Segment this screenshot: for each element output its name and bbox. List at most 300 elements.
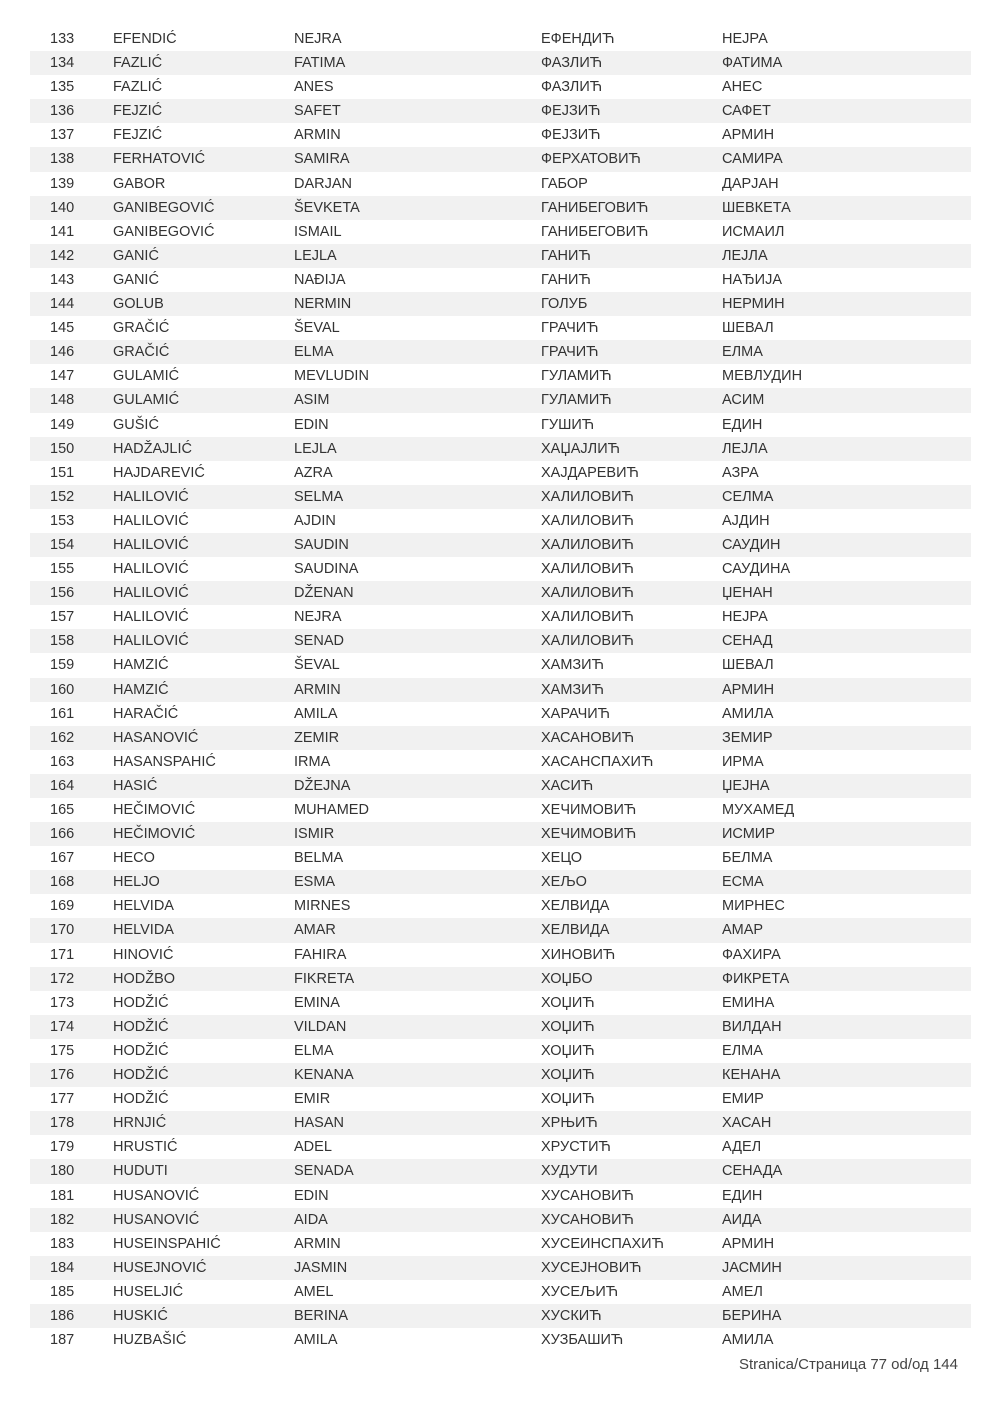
first-name-cyrillic: АЈДИН [722,512,770,529]
name-table [30,27,971,1352]
table-row [30,1328,971,1352]
row-number: 156 [50,585,75,602]
surname-latin: HALILOVIĆ [113,585,189,602]
row-number: 182 [50,1211,75,1228]
surname-latin: HRUSTIĆ [113,1139,178,1156]
surname-cyrillic: ХАЛИЛОВИЋ [541,512,634,529]
row-number: 137 [50,127,75,144]
row-number: 136 [50,103,75,120]
surname-cyrillic: ХОЏИЋ [541,1018,595,1035]
first-name-latin: AZRA [294,464,333,481]
first-name-cyrillic: СЕНАД [722,633,773,650]
first-name-latin: AMAR [294,922,336,939]
surname-cyrillic: ХАСИЋ [541,777,594,794]
surname-latin: HODŽIĆ [113,1091,169,1108]
surname-cyrillic: ХАМЗИЋ [541,681,604,698]
first-name-cyrillic: НЕРМИН [722,296,785,313]
first-name-latin: ANES [294,79,334,96]
surname-cyrillic: ХУСАНОВИЋ [541,1211,634,1228]
table-row [30,870,971,894]
first-name-latin: AMEL [294,1283,334,1300]
row-number: 168 [50,874,75,891]
first-name-cyrillic: ЕМИР [722,1091,764,1108]
surname-latin: GANIBEGOVIĆ [113,223,215,240]
table-row [30,388,971,412]
first-name-latin: ZEMIR [294,729,340,746]
row-number: 163 [50,753,75,770]
surname-latin: GANIĆ [113,247,159,264]
first-name-latin: NEJRA [294,609,342,626]
first-name-latin: VILDAN [294,1018,347,1035]
first-name-cyrillic: КЕНАНА [722,1067,781,1084]
surname-cyrillic: ХУСАНОВИЋ [541,1187,634,1204]
first-name-latin: SELMA [294,488,344,505]
surname-latin: HAMZIĆ [113,657,169,674]
first-name-cyrillic: ФИКРЕТА [722,970,790,987]
row-number: 176 [50,1067,75,1084]
table-row [30,991,971,1015]
table-row [30,798,971,822]
first-name-cyrillic: АИДА [722,1211,762,1228]
table-row [30,99,971,123]
table-row [30,702,971,726]
row-number: 186 [50,1307,75,1324]
row-number: 185 [50,1283,75,1300]
surname-cyrillic: ХАЛИЛОВИЋ [541,561,634,578]
first-name-cyrillic: ЛЕЈЛА [722,440,768,457]
first-name-cyrillic: САМИРА [722,151,783,168]
first-name-cyrillic: ФАТИМА [722,55,783,72]
surname-latin: GANIBEGOVIĆ [113,199,215,216]
surname-latin: HUSEINSPAHIĆ [113,1235,221,1252]
row-number: 162 [50,729,75,746]
row-number: 142 [50,247,75,264]
row-number: 171 [50,946,75,963]
first-name-latin: FATIMA [294,55,346,72]
surname-latin: HALILOVIĆ [113,512,189,529]
row-number: 166 [50,826,75,843]
surname-latin: FERHATOVIĆ [113,151,206,168]
surname-cyrillic: ХЕЛВИДА [541,922,610,939]
table-row [30,1039,971,1063]
first-name-latin: MEVLUDIN [294,368,369,385]
row-number: 181 [50,1187,75,1204]
table-row [30,292,971,316]
row-number: 170 [50,922,75,939]
first-name-latin: SENADA [294,1163,354,1180]
first-name-latin: SAUDINA [294,561,359,578]
first-name-latin: EDIN [294,1187,329,1204]
row-number: 148 [50,392,75,409]
surname-latin: HALILOVIĆ [113,633,189,650]
surname-cyrillic: ХУСЕЉИЋ [541,1283,619,1300]
table-row [30,629,971,653]
table-row [30,1063,971,1087]
first-name-cyrillic: АМЕЛ [722,1283,763,1300]
first-name-cyrillic: ХАСАН [722,1115,772,1132]
first-name-cyrillic: АНЕС [722,79,763,96]
first-name-latin: JASMIN [294,1259,348,1276]
surname-cyrillic: ХАЛИЛОВИЋ [541,609,634,626]
table-row [30,413,971,437]
first-name-cyrillic: НЕЈРА [722,31,768,47]
surname-latin: HODŽBO [113,970,176,987]
surname-cyrillic: ХАЛИЛОВИЋ [541,488,634,505]
surname-cyrillic: ХИНОВИЋ [541,946,616,963]
table-row [30,1159,971,1183]
table-row [30,750,971,774]
first-name-latin: ASIM [294,392,330,409]
row-number: 141 [50,223,75,240]
surname-latin: FEJZIĆ [113,103,163,120]
row-number: 184 [50,1259,75,1276]
surname-cyrillic: ХОЏИЋ [541,1067,595,1084]
row-number: 173 [50,994,75,1011]
surname-latin: HALILOVIĆ [113,488,189,505]
first-name-cyrillic: ЕЛМА [722,344,763,361]
surname-latin: EFENDIĆ [113,31,177,47]
first-name-latin: FIKRETA [294,970,355,987]
surname-cyrillic: ФЕРХАТОВИЋ [541,151,641,168]
table-row [30,774,971,798]
surname-latin: FEJZIĆ [113,127,163,144]
table-row [30,1232,971,1256]
row-number: 175 [50,1042,75,1059]
table-row [30,1184,971,1208]
row-number: 178 [50,1115,75,1132]
first-name-latin: ELMA [294,1042,334,1059]
first-name-cyrillic: ЕДИН [722,416,763,433]
row-number: 158 [50,633,75,650]
surname-cyrillic: ХАЈДАРЕВИЋ [541,464,639,481]
surname-cyrillic: ХЕЛВИДА [541,898,610,915]
table-row [30,75,971,99]
first-name-latin: ISMIR [294,826,335,843]
row-number: 145 [50,320,75,337]
row-number: 144 [50,296,75,313]
table-row [30,678,971,702]
surname-cyrillic: ФЕЈЗИЋ [541,103,601,120]
table-row [30,340,971,364]
surname-latin: HINOVIĆ [113,946,174,963]
table-row [30,244,971,268]
table-row [30,1256,971,1280]
row-number: 187 [50,1332,75,1349]
first-name-latin: BELMA [294,850,344,867]
surname-cyrillic: ФЕЈЗИЋ [541,127,601,144]
first-name-latin: ŠEVKETA [294,199,360,216]
first-name-cyrillic: АМИЛА [722,705,774,722]
row-number: 150 [50,440,75,457]
first-name-latin: LEJLA [294,440,337,457]
surname-latin: HALILOVIĆ [113,609,189,626]
row-number: 180 [50,1163,75,1180]
table-row [30,581,971,605]
surname-latin: HASANOVIĆ [113,729,199,746]
table-row [30,894,971,918]
surname-cyrillic: ХОЏИЋ [541,1042,595,1059]
surname-cyrillic: ХЕЧИМОВИЋ [541,802,637,818]
page-number: Stranica/Страница 77 od/од 144 [738,1356,958,1373]
first-name-cyrillic: ЈАСМИН [722,1259,782,1276]
surname-latin: HUSELJIĆ [113,1283,184,1300]
surname-latin: HASIĆ [113,777,158,794]
first-name-cyrillic: АДЕЛ [722,1139,762,1156]
surname-latin: HAJDAREVIĆ [113,464,205,481]
table-row [30,220,971,244]
table-row [30,605,971,629]
table-row [30,1304,971,1328]
row-number: 169 [50,898,75,915]
surname-latin: HODŽIĆ [113,1067,169,1084]
first-name-latin: LEJLA [294,247,337,264]
row-number: 165 [50,802,75,818]
table-row [30,147,971,171]
surname-latin: HALILOVIĆ [113,561,189,578]
surname-latin: HUSANOVIĆ [113,1211,200,1228]
first-name-latin: KENANA [294,1067,354,1084]
first-name-cyrillic: ЕМИНА [722,994,775,1011]
table-row [30,485,971,509]
first-name-latin: DARJAN [294,175,353,192]
surname-latin: GOLUB [113,296,164,313]
first-name-latin: EMIR [294,1091,331,1108]
first-name-cyrillic: САУДИНА [722,561,791,578]
row-number: 140 [50,199,75,216]
surname-cyrillic: ХУСЕИНСПАХИЋ [541,1235,664,1252]
first-name-latin: ARMIN [294,681,341,698]
surname-cyrillic: ГРАЧИЋ [541,320,599,337]
row-number: 172 [50,970,75,987]
surname-cyrillic: ХУСКИЋ [541,1307,602,1324]
first-name-latin: ARMIN [294,127,341,144]
first-name-latin: ARMIN [294,1235,341,1252]
surname-cyrillic: ХОЏБО [541,970,593,987]
row-number: 157 [50,609,75,626]
surname-latin: HODŽIĆ [113,1042,169,1059]
row-number: 138 [50,151,75,168]
table-row [30,27,971,51]
first-name-cyrillic: АМАР [722,922,764,939]
first-name-cyrillic: ИСМАИЛ [722,223,785,240]
first-name-cyrillic: МЕВЛУДИН [722,368,803,385]
surname-cyrillic: ГУЛАМИЋ [541,368,612,385]
surname-latin: HECO [113,850,155,867]
first-name-latin: SAMIRA [294,151,350,168]
first-name-latin: EMINA [294,994,340,1011]
first-name-cyrillic: ВИЛДАН [722,1018,782,1035]
row-number: 133 [50,31,75,47]
first-name-latin: ELMA [294,344,334,361]
first-name-latin: AJDIN [294,512,336,529]
surname-cyrillic: ГУШИЋ [541,416,595,433]
table-row [30,557,971,581]
table-row [30,967,971,991]
first-name-cyrillic: САУДИН [722,536,781,553]
table-row [30,846,971,870]
first-name-cyrillic: АМИЛА [722,1332,774,1349]
row-number: 149 [50,416,75,433]
row-number: 174 [50,1018,75,1035]
surname-cyrillic: ХОЏИЋ [541,1091,595,1108]
first-name-latin: SAUDIN [294,536,349,553]
surname-cyrillic: ХАСАНОВИЋ [541,729,635,746]
table-row [30,268,971,292]
first-name-latin: IRMA [294,753,331,770]
surname-latin: HALILOVIĆ [113,536,189,553]
surname-latin: HEČIMOVIĆ [113,802,196,818]
surname-latin: HUDUTI [113,1163,168,1180]
table-row [30,51,971,75]
surname-cyrillic: ХОЏИЋ [541,994,595,1011]
table-row [30,726,971,750]
first-name-cyrillic: ЏЕЈНА [722,777,770,794]
surname-latin: HUSEJNOVIĆ [113,1259,207,1276]
first-name-cyrillic: МУХАМЕД [722,802,795,818]
first-name-cyrillic: ШЕВАЛ [722,657,774,674]
table-row [30,123,971,147]
first-name-cyrillic: ИРМА [722,753,764,770]
surname-cyrillic: ЕФЕНДИЋ [541,31,615,47]
first-name-cyrillic: ЕЛМА [722,1042,763,1059]
first-name-cyrillic: ЕСМА [722,874,764,891]
table-row [30,1111,971,1135]
first-name-latin: ISMAIL [294,223,342,240]
table-row [30,1015,971,1039]
first-name-cyrillic: ЕДИН [722,1187,763,1204]
surname-latin: HODŽIĆ [113,994,169,1011]
surname-cyrillic: ХЕЉО [541,874,587,891]
row-number: 146 [50,344,75,361]
surname-cyrillic: ХАЏАЈЛИЋ [541,440,621,457]
row-number: 134 [50,55,75,72]
surname-cyrillic: ХУЗБАШИЋ [541,1332,624,1349]
first-name-cyrillic: АСИМ [722,392,765,409]
first-name-latin: FAHIRA [294,946,347,963]
row-number: 154 [50,536,75,553]
surname-cyrillic: ФАЗЛИЋ [541,55,603,72]
first-name-cyrillic: СЕЛМА [722,488,774,505]
surname-cyrillic: ХАЛИЛОВИЋ [541,633,634,650]
first-name-latin: ŠEVAL [294,657,340,674]
first-name-cyrillic: БЕЛМА [722,850,773,867]
row-number: 160 [50,681,75,698]
surname-latin: HODŽIĆ [113,1018,169,1035]
surname-latin: GUŠIĆ [113,416,159,433]
table-row [30,822,971,846]
row-number: 164 [50,777,75,794]
surname-latin: HARAČIĆ [113,705,179,722]
first-name-latin: MUHAMED [294,802,369,818]
surname-latin: GRAČIĆ [113,344,170,361]
surname-cyrillic: ФАЗЛИЋ [541,79,603,96]
surname-latin: HUZBAŠIĆ [113,1332,187,1349]
first-name-latin: ESMA [294,874,336,891]
first-name-cyrillic: БЕРИНА [722,1307,782,1324]
first-name-cyrillic: ЗЕМИР [722,729,773,746]
first-name-latin: HASAN [294,1115,344,1132]
row-number: 151 [50,464,75,481]
surname-cyrillic: ХУСЕЈНОВИЋ [541,1259,642,1276]
first-name-cyrillic: МИРНЕС [722,898,785,915]
row-number: 167 [50,850,75,867]
surname-cyrillic: ГАНИЋ [541,247,591,264]
surname-cyrillic: ГОЛУБ [541,296,588,313]
surname-cyrillic: ХАМЗИЋ [541,657,604,674]
first-name-cyrillic: АРМИН [722,1235,775,1252]
surname-latin: HELJO [113,874,160,891]
table-row [30,316,971,340]
table-row [30,509,971,533]
first-name-latin: NAĐIJA [294,271,346,288]
row-number: 135 [50,79,75,96]
surname-latin: GULAMIĆ [113,368,180,385]
surname-cyrillic: ГАНИБЕГОВИЋ [541,199,649,216]
row-number: 177 [50,1091,75,1108]
first-name-cyrillic: ДАРЈАН [722,175,779,192]
table-row [30,533,971,557]
first-name-cyrillic: ШЕВКЕТА [722,199,791,216]
row-number: 179 [50,1139,75,1156]
surname-latin: FAZLIĆ [113,79,163,96]
table-row [30,1208,971,1232]
surname-cyrillic: ХАЛИЛОВИЋ [541,585,634,602]
first-name-latin: ŠEVAL [294,320,340,337]
first-name-latin: NERMIN [294,296,352,313]
surname-cyrillic: ХРЊИЋ [541,1115,598,1132]
surname-latin: GRAČIĆ [113,320,170,337]
first-name-cyrillic: ЏЕНАН [722,585,773,602]
table-row [30,172,971,196]
first-name-latin: NEJRA [294,31,342,47]
surname-cyrillic: ГАНИЋ [541,271,591,288]
surname-cyrillic: ХЕЧИМОВИЋ [541,826,637,843]
first-name-cyrillic: АРМИН [722,681,775,698]
row-number: 139 [50,175,75,192]
surname-latin: HASANSPAHIĆ [113,753,216,770]
surname-latin: HUSANOVIĆ [113,1187,200,1204]
surname-cyrillic: ХАСАНСПАХИЋ [541,753,654,770]
first-name-cyrillic: ШЕВАЛ [722,320,774,337]
table-row [30,943,971,967]
first-name-cyrillic: НАЂИЈА [722,271,783,288]
row-number: 153 [50,512,75,529]
surname-latin: FAZLIĆ [113,55,163,72]
row-number: 147 [50,368,75,385]
table-row [30,437,971,461]
first-name-latin: AMILA [294,1332,338,1349]
first-name-latin: DŽENAN [294,585,354,602]
first-name-latin: DŽEJNA [294,777,351,794]
first-name-cyrillic: НЕЈРА [722,609,768,626]
surname-cyrillic: ХРУСТИЋ [541,1139,611,1156]
first-name-latin: BERINA [294,1307,348,1324]
surname-cyrillic: ГУЛАМИЋ [541,392,612,409]
table-row [30,1280,971,1304]
first-name-cyrillic: АРМИН [722,127,775,144]
first-name-latin: SAFET [294,103,341,120]
first-name-cyrillic: СЕНАДА [722,1163,783,1180]
surname-latin: HELVIDA [113,898,174,915]
surname-latin: HUSKIĆ [113,1307,168,1324]
first-name-latin: AIDA [294,1211,328,1228]
row-number: 183 [50,1235,75,1252]
surname-latin: HEČIMOVIĆ [113,826,196,843]
table-row [30,653,971,677]
surname-latin: GULAMIĆ [113,392,180,409]
first-name-cyrillic: САФЕТ [722,103,771,120]
row-number: 159 [50,657,75,674]
